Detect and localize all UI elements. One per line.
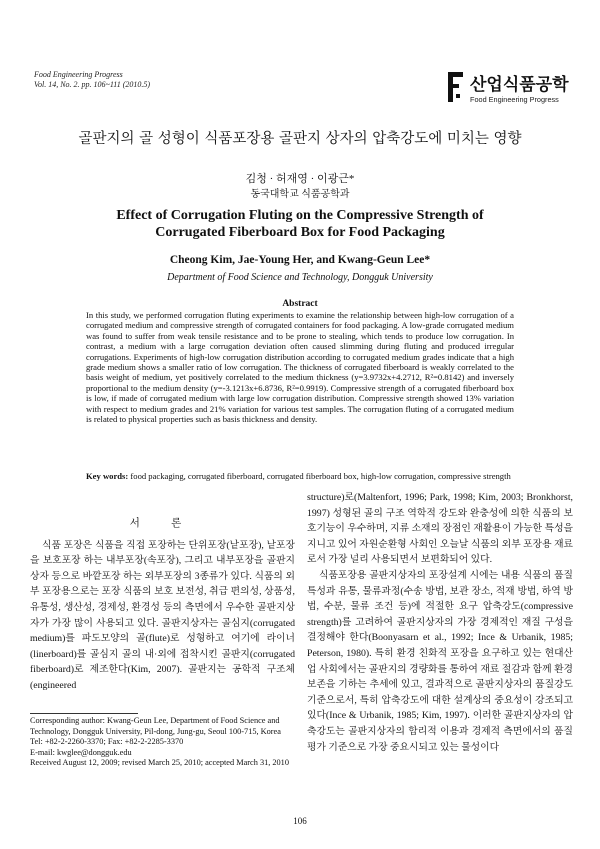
intro-paragraph-3: 식품포장용 골판지상자의 포장설계 시에는 내용 식품의 품질 특성과 유통, 물류과정(수송 방법, 보관 장소, 적재 방법, 하역 방법, 수분, 물류 조건 등)에 적절한 요구 압축강도(compressive strength)를 고려하여 골판지상자의 가장 경제적인 재질 구성을 결정해야 한다(Boonyasarn et al., 1992; Ince & Urbanik, 1985; Peterson, 1980). 특히 환경 친화적 포장을 요구하고 있는 현대산업 사회에서는 골판지의 경량화를 통하여 재료 절감과 함께 환경 보존을 기하는 추세에 있고, 결과적으로 골판지상자의 품질강도 기준으로서, 특히 압축강도에 대한 설계상의 중요성이 강조되고 있다(Ince & Urbanik, 1985; Kim, 1997). 이러한 골판지상자의 압축강도는 골판지상자의 합리적 이용과 경제적 측면에서의 품질평가 기준으로 가장 중요시되고 있는 물성이다 — [307, 569, 573, 753]
logo-title: 산업식품공학 — [470, 75, 569, 95]
english-title-line2: Corrugated Fiberboard Box for Food Packaging — [155, 225, 445, 240]
intro-paragraph-2: structure)로(Maltenfort, 1996; Park, 1998; Kim, 2003; Bronkhorst, 1997) 성형된 골의 구조 역학적 강도와 완충성에 의한 식품의 보호기능이 우수하며, 지류 소재의 장점인 재활용이 가능한 특성을 지니고 있어 자원순환형 사회인 오늘날 식품의 외부 포장용 재료로서 가장 널리 사용되면서 보편화되어 있다. — [307, 492, 573, 566]
korean-authors: 김청 · 허재영 · 이광근* — [245, 173, 355, 185]
abstract-heading: Abstract — [282, 299, 318, 309]
journal-header — [34, 70, 150, 90]
abstract-text: In this study, we performed corrugation fluting experiments to examine the relationship between high-low corrugation of a corrugated medium and compressive strength of corrugated containers for food packaging. A low-grade corrugated medium was found to suffer from weak tensile resistance and to be prone to stealing, which tends to produce low corrugation. In contrast, a medium with a large corrugation deviation often caused slimming during fluting and produced irregular corrugations. Experiments of high-low corrugation distribution according to corrugated medium grades indicate that a high grade medium shows a smaller ratio of low corrugation. The thickness of corrugated fiberboard is weakly correlated to the basis weight of medium, yet positively correlated to the medium thickness (y=3.9732x+4.2712, R²=0.8142) and inversely proportional to the medium density (y=-3.1213x+6.8736, R²=0.9919). Compressive strength of a corrugated fiberboard box is low, if made of corrugated medium with large low corrugation distribution. Compressive strength showed 13% variation with respect to medium grades and 21% variation for various test samples. The corrugation fluting of a corrugated medium is related to physical properties such as basis thickness and density. — [86, 310, 514, 425]
section-heading-introduction: 서 론 — [129, 517, 196, 529]
footnote-email: E-mail: kwglee@dongguk.edu — [30, 747, 132, 757]
journal-logo-icon — [446, 70, 466, 104]
keywords — [86, 471, 514, 481]
logo-subtitle: Food Engineering Progress — [470, 95, 559, 104]
body-left-column — [30, 516, 295, 694]
korean-affiliation: 동국대학교 식품공학과 — [250, 189, 350, 200]
footnote-dates: Received August 12, 2009; revised March 25, 2010; accepted March 31, 2010 — [30, 758, 289, 768]
english-authors: Cheong Kim, Jae-Young Her, and Kwang-Geun Lee* — [169, 254, 431, 266]
footnote-phone: Tel: +82-2-2260-3370; Fax: +82-2-2285-3370 — [30, 737, 184, 747]
english-title — [0, 207, 600, 241]
footnote-author: Corresponding author: Kwang-Geun Lee, Department of Food Science and Technology, Dongguk University, Pil-dong, Jung-gu, Seoul 100-715, Korea — [30, 716, 281, 736]
intro-paragraph-1: 식품 포장은 식품을 직접 포장하는 단위포장(낱포장), 낱포장을 보호포장 하는 내부포장(속포장), 그리고 내부포장을 골판지상자 등으로 바깥포장 하는 외부포장의 3종류가 있다. 식품의 외부 포장용으로는 포장 식품의 보호 보전성, 취급 편의성, 상품성, 유통성, 생산성, 경제성, 환경성 등의 측면에서 우수한 골판지상자가 가장 많이 사용되고 있다. 골판지상자는 골심지(corrugated medium)를 파도모양의 골(flute)로 성형하고 여기에 라이너(linerboard)를 골심지 골의 내·외에 접착시킨 골판지(corrugated fiberboard)로 제조한다(Kim, 2007). 골판지는 공학적 구조체(engineered — [30, 539, 295, 691]
body-right-column — [307, 490, 573, 755]
english-affiliation: Department of Food Science and Technology, Dongguk University — [167, 272, 433, 283]
journal-volume: Vol. 14, No. 2. pp. 106~111 (2010.5) — [34, 80, 151, 89]
keywords-list: food packaging, corrugated fiberboard, corrugated fiberboard box, high-low corrugation, compressive strength — [130, 471, 511, 481]
corresponding-author-footnote — [30, 716, 300, 769]
english-title-line1: Effect of Corrugation Fluting on the Compressive Strength of — [116, 208, 484, 223]
journal-name: Food Engineering Progress — [34, 70, 123, 79]
korean-title: 골판지의 골 성형이 식품포장용 골판지 상자의 압축강도에 미치는 영향 — [78, 131, 522, 147]
keywords-label: Key words: — [86, 471, 129, 481]
journal-logo — [446, 68, 574, 108]
page-number: 106 — [293, 816, 307, 826]
footnote-divider — [30, 713, 138, 714]
